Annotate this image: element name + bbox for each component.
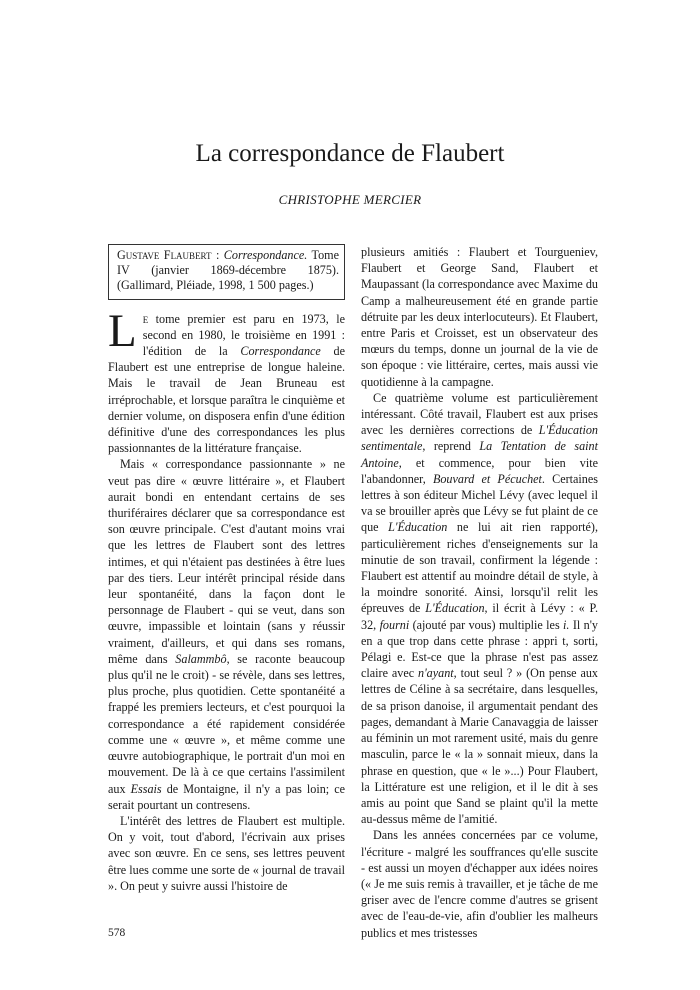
text-run: Dans les années concernées par ce volume, l'écriture - malgré les souffrances qu'elle suscite - est aussi un moyen d'échapper aux idées noires (« Je me suis remis à travailler, et je tâche de me griser avec de l'encre comme d'autres se grisent avec de l'eau-de-vie, afin d'oublier les malheurs publics et mes tristesses [361, 828, 598, 940]
text-run: , il écrit à Lévy : « P. 32, [361, 601, 598, 632]
paragraph [108, 456, 345, 812]
paragraph-continued [361, 244, 598, 390]
reference-colon: : [215, 248, 220, 262]
page-number: 578 [108, 927, 126, 939]
italic-text: Essais [130, 781, 162, 796]
text-run: tout seul ? » (On pense aux lettres de Céline à sa secrétaire, dans lesquelles, de sa prison danoise, il argumentait pendant des pages, demandant à Marie Canavaggia de laisser au féminin un mot rarement usité, mais du genre masculin, parce le « la » sonnait mieux, dans la phrase en question, que « le »...) Pour Flaubert, la Littérature est une religion, et il le dit à ses amis au point que Sand se plaint qu'il la mette au-dessus même de l'amitié. [361, 666, 599, 827]
italic-text: Salammbô [175, 651, 227, 666]
book-reference-box [108, 244, 345, 300]
paragraph [108, 813, 345, 894]
italic-text: La Tentation de saint Antoine [361, 439, 598, 470]
text-run: Mais « correspondance passionnante » ne veut pas dire « œuvre littéraire », et Flaubert aurait bondi en entendant certains de ses thuriféraires déclarer que sa correspondance est son œuvre principale. C'est d'autant moins vrai que les lettres de Flaubert sont des lettres intimes, et qui n'étaient pas destinées à être lues par des tiers. Leur intérêt principal réside dans leur spontanéité, dans la façon dont le personnage de Flaubert - qui se veut, dans son œuvre, impassible et lointain (sans y réussir vraiment, d'ailleurs, et qui dans ses romans, même dans [108, 457, 345, 666]
right-column [361, 244, 598, 941]
reference-details: Tome IV (janvier 1869-décembre 1875). (Gallimard, Pléiade, 1998, 1 500 pages.) [117, 248, 339, 293]
italic-text: L'Éducation sentimentale [361, 423, 598, 454]
article-author: CHRISTOPHE MERCIER [278, 192, 422, 207]
reference-author: Gustave Flaubert [117, 248, 212, 262]
paragraph [361, 390, 598, 827]
article-title: La correspondance de Flaubert [195, 140, 505, 167]
italic-text: i. [563, 617, 570, 632]
italic-text: fourni [379, 617, 410, 632]
text-run: (ajouté par vous) multiplie les [409, 617, 564, 632]
paragraph [361, 827, 598, 940]
text-run: . Certaines lettres à son éditeur Michel Lévy (avec lequel il va se brouiller après que Lévy se fut plaint de ce que [361, 471, 598, 535]
text-run: Ce quatrième volume est particulièrement intéressant. Côté travail, Flaubert est aux prises avec les dernières corrections de [361, 390, 598, 438]
text-run: L'intérêt des lettres de Flaubert est multiple. On y voit, tout d'abord, l'écrivain aux prises avec son œuvre. En ce sens, ses lettres peuvent être lues comme une sorte de « journal de travail ». On peut y suivre aussi l'histoire de [108, 813, 345, 893]
italic-text: n'ayant, [418, 666, 457, 681]
text-run: tome premier est paru en 1973, le second en 1980, le troisième en 1991 : l'édition de la [142, 311, 345, 359]
italic-text: L'Éducation [388, 520, 448, 535]
left-column [108, 244, 345, 894]
text-run: de Flaubert est une entreprise de longue haleine. Mais le travail de Jean Bruneau est irréprochable, et lorsque paraîtra le cinquième et dernier volume, on disposera enfin d'une édition définitive d'une des correspondances les plus passionnantes de la littérature française. [108, 344, 345, 456]
italic-text: Correspondance [240, 344, 321, 359]
text-run: , et commence, pour bien vite l'abandonner, [361, 455, 598, 486]
text-run: Il n'y en a que trop dans cette phrase : appri t, sorti, Pélagi e. Est-ce que la phrase n'est pas assez claire avec [361, 617, 598, 681]
text-run: de Montaigne, il n'y a pas loin; ce serait pourtant un contresens. [108, 781, 345, 812]
lead-letters: e [142, 311, 149, 326]
reference-work-title: Correspondance. [223, 248, 308, 262]
paragraph-text [108, 304, 345, 456]
text-run: , se raconte beaucoup plus qu'il ne le croit) - se révèle, dans ses lettres, plus proche, plus quotidien. Cette spontanéité a frappé les premiers lecteurs, et c'est pourquoi la correspondance a été rapidement considérée comme une « œuvre », et même comme une œuvre autobiographique, le portrait d'un moi en mouvement. De là à ce que certains l'assimilent aux [108, 651, 345, 796]
italic-text: L'Éducation [425, 601, 485, 616]
text-run: plusieurs amitiés : Flaubert et Tourgueniev, Flaubert et George Sand, Flaubert et Maupassant (la correspondance avec Maxime du Camp a malheureusement été en grande partie détruite par les deux interlocuteurs). Et Flaubert, entre Paris et Croisset, est un observateur des mœurs du temps, donne un journal de la vie de son époque : vie littéraire, certes, mais aussi vie quotidienne à la campagne. [361, 245, 598, 389]
italic-text: Bouvard et Pécuchet [432, 471, 542, 486]
paragraph [108, 304, 345, 457]
text-run: ne lui ait rien rapporté), particulièrement riches d'enseignements sur la minutie de son travail, confirment la légende : Flaubert est attentif au moindre détail de style, à la moindre sonorité. Ainsi, lorsqu'il relit les épreuves de [361, 520, 598, 616]
drop-cap: L [108, 304, 137, 357]
text-run: , reprend [422, 439, 480, 454]
